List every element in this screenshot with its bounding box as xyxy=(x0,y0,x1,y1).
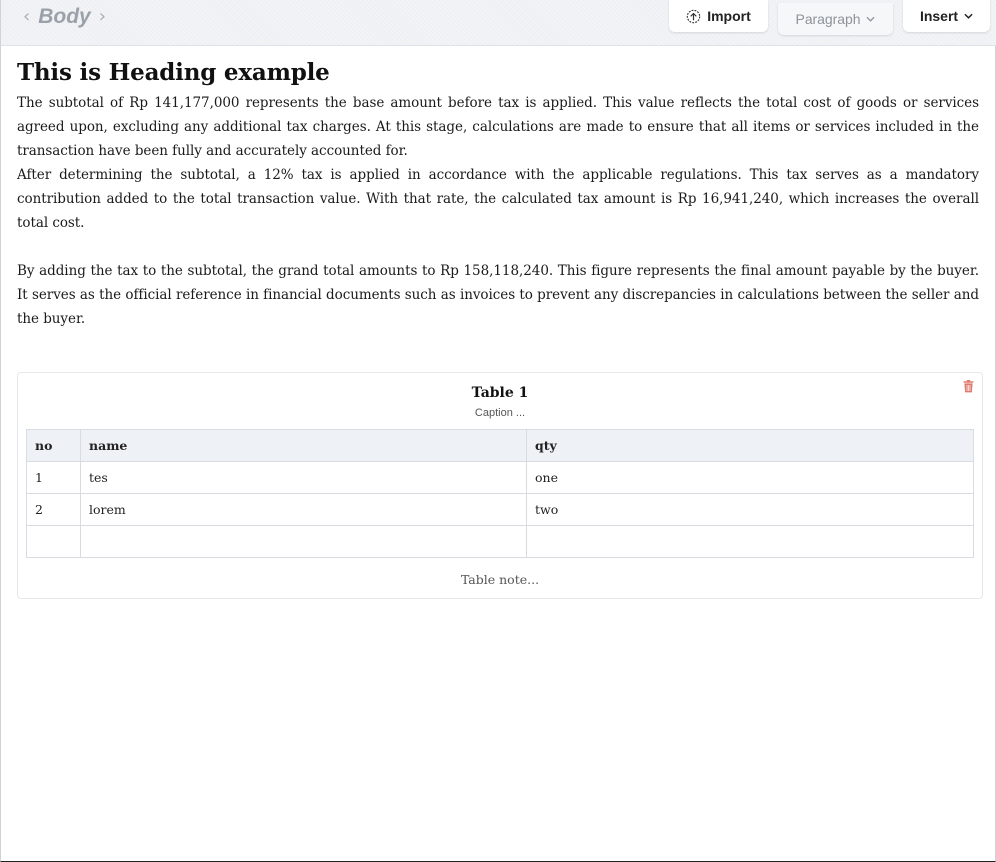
column-header-no[interactable]: no xyxy=(27,430,81,462)
table-cell[interactable]: one xyxy=(527,462,974,494)
table-cell[interactable] xyxy=(81,526,527,558)
paragraph-label: Paragraph xyxy=(795,11,861,27)
table-cell[interactable] xyxy=(27,526,81,558)
table-note-input[interactable]: Table note... xyxy=(460,572,540,587)
column-header-name[interactable]: name xyxy=(81,430,527,462)
document-body[interactable] xyxy=(17,58,979,331)
import-button[interactable] xyxy=(669,0,768,32)
paragraph-tax[interactable]: After determining the subtotal, a 12% tax is applied in accordance with the applicable regulations. This tax serves as a mandatory contribution added to the total transaction value. With that rate, the calculated tax amount is Rp 16,941,240, which increases the overall total cost. xyxy=(17,167,979,231)
column-header-qty[interactable]: qty xyxy=(527,430,974,462)
import-label: Import xyxy=(707,8,751,24)
chevron-down-icon xyxy=(964,13,973,19)
table-cell[interactable]: 2 xyxy=(27,494,81,526)
table-block xyxy=(17,372,983,599)
table-row xyxy=(27,526,974,558)
table-header-row xyxy=(27,430,974,462)
paragraph-grand-total[interactable]: By adding the tax to the subtotal, the grand total amounts to Rp 158,118,240. This figure represents the final amount payable by the buyer. It serves as the official reference in financial documents such as invoices to prevent any discrepancies in calculations between the seller and the buyer. xyxy=(17,263,979,327)
insert-label: Insert xyxy=(919,8,959,24)
table-caption-input[interactable]: Caption ... xyxy=(474,407,526,419)
paragraph-style-dropdown[interactable] xyxy=(778,3,893,35)
table-cell[interactable] xyxy=(527,526,974,558)
upload-icon xyxy=(686,9,701,24)
page-heading[interactable]: This is Heading example xyxy=(17,59,330,86)
breadcrumb xyxy=(23,4,106,30)
table-row xyxy=(27,494,974,526)
table-cell[interactable]: tes xyxy=(81,462,527,494)
paragraph-subtotal[interactable]: The subtotal of Rp 141,177,000 represents the base amount before tax is applied. This value reflects the total cost of goods or services agreed upon, excluding any additional tax charges. At this stage, calculations are made to ensure that all items or services included in the transaction have been fully and accurately accounted for. xyxy=(17,95,979,159)
table-cell[interactable]: two xyxy=(527,494,974,526)
table-row xyxy=(27,462,974,494)
table-title[interactable]: Table 1 xyxy=(471,385,529,401)
trash-icon[interactable] xyxy=(963,380,974,393)
chevron-down-icon xyxy=(866,16,875,22)
toolbar xyxy=(1,0,996,46)
data-table xyxy=(26,429,974,558)
chevron-right-icon[interactable]: › xyxy=(98,6,106,27)
chevron-left-icon[interactable]: ‹ xyxy=(23,6,31,27)
breadcrumb-title: Body xyxy=(38,5,91,28)
table-cell[interactable]: lorem xyxy=(81,494,527,526)
insert-dropdown[interactable] xyxy=(903,0,990,32)
table-cell[interactable]: 1 xyxy=(27,462,81,494)
